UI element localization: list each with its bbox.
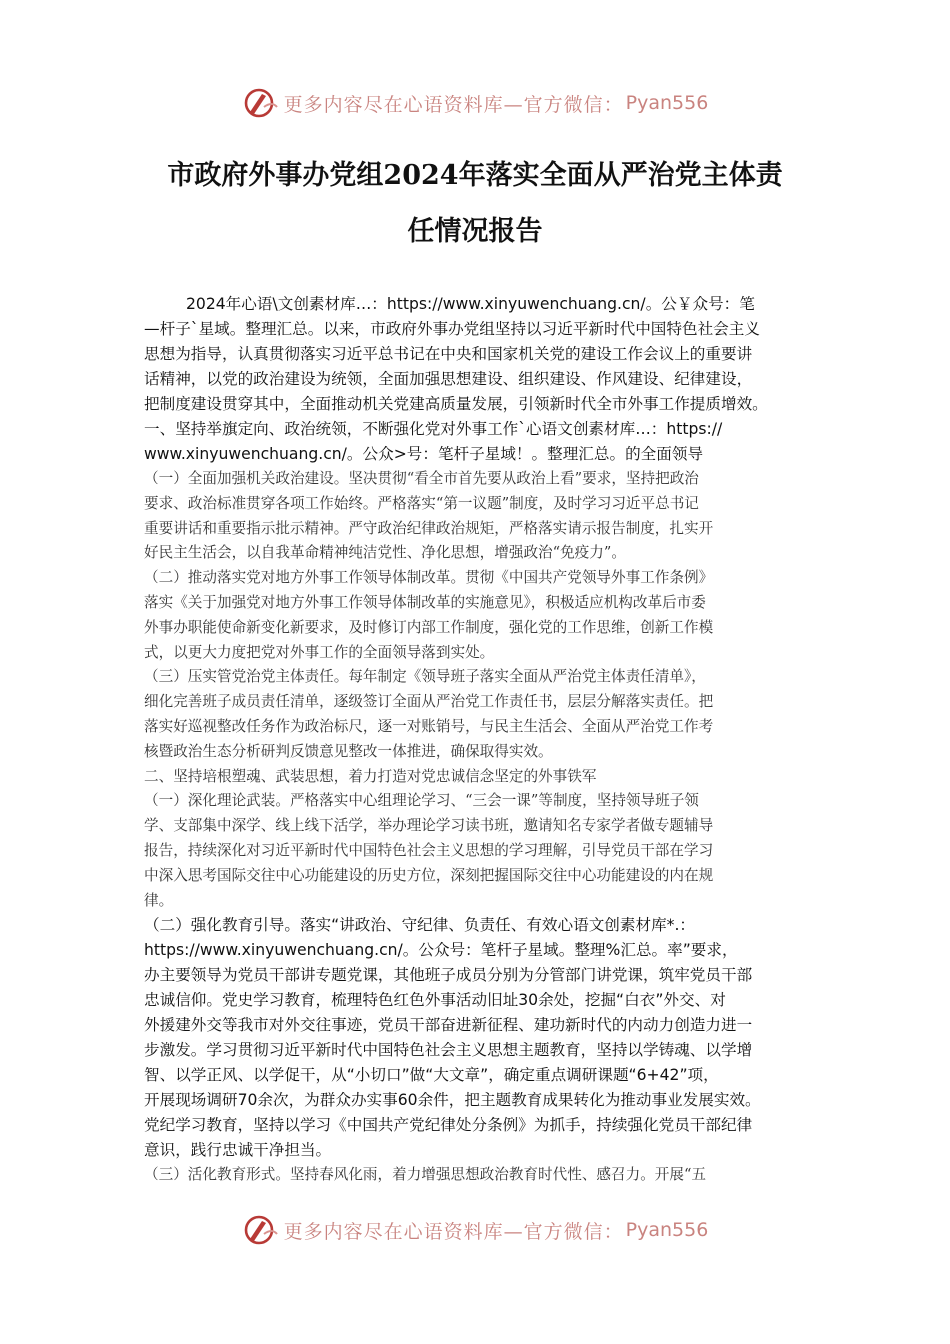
title-line-2: 任情况报告 [407, 216, 543, 247]
text-line: 一、坚持举旗定向、政治统领，不断强化党对外事工作`心语文创素材库…：https:// [144, 420, 723, 438]
text-line: （二）推动落实党对地方外事工作领导体制改革。贯彻《中国共产党领导外事工作条例》 [144, 569, 714, 587]
document-title [120, 148, 830, 260]
text-line: （二）强化教育引导。落实“讲政治、守纪律、负责任、有效心语文创素材库*.： [144, 916, 696, 935]
text-line: 落实《关于加强党对地方外事工作领导体制改革的实施意见》，积极适应机构改革后市委 [144, 593, 706, 611]
text-line: 外事办职能使命新变化新要求，及时修订内部工作制度，强化党的工作思维，创新工作模 [144, 618, 714, 636]
text-line: 报告，持续深化对习近平新时代中国特色社会主义思想的学习理解，引导党员干部在学习 [144, 841, 714, 859]
text-line: 落实好巡视整改任务作为政治标尺，逐一对账销号，与民主生活会、全面从严治党工作考 [144, 717, 714, 735]
footer-banner [0, 1210, 950, 1250]
logo-icon [242, 85, 280, 121]
text-line: https://www.xinyuwenchuang.cn/。公众号：笔杆子星域。整理%汇总。率”要求， [144, 941, 738, 960]
banner-wechat-id: Pyan556 [625, 92, 709, 114]
text-line: （一）深化理论武装。严格落实中心组理论学习、“三会一课”等制度，坚持领导班子领 [144, 792, 699, 810]
text-line: 核暨政治生态分析研判反馈意见整改一体推进，确保取得实效。 [144, 742, 553, 760]
text-line: 办主要领导为党员干部讲专题党课，其他班子成员分别为分管部门讲党课，筑牢党员干部 [144, 966, 753, 985]
banner-text: 更多内容尽在心语资料库—官方微信： [283, 93, 624, 116]
title-line-1: 市政府外事办党组2024年落实全面从严治党主体责 [167, 160, 783, 191]
text-line: （三）活化教育形式。坚持春风化雨，着力增强思想政治教育时代性、感召力。开展“五 [144, 1166, 707, 1184]
text-line: 外援建外交等我市对外交往事迹，党员干部奋进新征程、建功新时代的内动力创造力进一 [144, 1016, 753, 1035]
text-line: 学、支部集中深学、线上线下活学，举办理论学习读书班，邀请知名专家学者做专题辅导 [144, 817, 714, 835]
header-banner [0, 83, 950, 123]
text-line: 把制度建设贯穿其中，全面推动机关党建高质量发展，引领新时代全市外事工作提质增效。 [144, 395, 768, 413]
text-line: 重要讲话和重要指示批示精神。严守政治纪律政治规矩，严格落实请示报告制度，扎实开 [144, 519, 714, 537]
banner-text: 更多内容尽在心语资料库—官方微信： [283, 1220, 624, 1243]
text-line: 意识，践行忠诚干净担当。 [144, 1141, 332, 1160]
text-line: 细化完善班子成员责任清单，逐级签订全面从严治党工作责任书，层层分解落实责任。把 [144, 693, 714, 711]
text-line: 律。 [144, 891, 174, 909]
text-line: 中深入思考国际交往中心功能建设的历史方位，深刻把握国际交往中心功能建设的内在规 [144, 866, 714, 884]
text-line: （三）压实管党治党主体责任。每年制定《领导班子落实全面从严治党主体责任清单》， [144, 668, 706, 686]
text-line: 忠诚信仰。党史学习教育，梳理特色红色外事活动旧址30余处，挖掘“白衣”外交、对 [144, 991, 726, 1010]
text-line: 好民主生活会，以自我革命精神纯洁党性、净化思想，增强政治“免疫力”。 [144, 544, 626, 562]
logo-icon [242, 1212, 280, 1248]
text-line: 思想为指导，认真贯彻落实习近平总书记在中央和国家机关党的建设工作会议上的重要讲 [144, 345, 753, 363]
banner-wechat-id: Pyan556 [625, 1219, 709, 1241]
text-line: 开展现场调研70余次，为群众办实事60余件，把主题教育成果转化为推动事业发展实效。 [144, 1091, 761, 1110]
text-line: 2024年心语\文创素材库…：https://www.xinyuwenchuang.cn/。公￥众号：笔 [186, 295, 755, 313]
document-body [144, 292, 808, 1188]
text-line: 党纪学习教育，坚持以学习《中国共产党纪律处分条例》为抓手，持续强化党员干部纪律 [144, 1116, 753, 1135]
text-line: www.xinyuwenchuang.cn/。公众>号：笔杆子星域！。整理汇总。的全面领导 [144, 445, 704, 463]
text-line: 要求、政治标准贯穿各项工作始终。严格落实“第一议题”制度，及时学习习近平总书记 [144, 494, 699, 512]
text-line: 二、坚持培根塑魂、武装思想，着力打造对党忠诚信念坚定的外事铁军 [144, 767, 597, 785]
text-line: 式，以更大力度把党对外事工作的全面领导落到实处。 [144, 643, 495, 661]
text-line: 话精神，以党的政治建设为统领，全面加强思想建设、组织建设、作风建设、纪律建设， [144, 370, 753, 388]
text-line: —杆子`星域。整理汇总。以来，市政府外事办党组坚持以习近平新时代中国特色社会主义 [144, 320, 760, 338]
text-line: （一）全面加强机关政治建设。坚决贯彻“看全市首先要从政治上看”要求，坚持把政治 [144, 470, 699, 487]
text-line: 步激发。学习贯彻习近平新时代中国特色社会主义思想主题教育，坚持以学铸魂、以学增 [144, 1041, 753, 1060]
text-line: 智、以学正风、以学促干，从“小切口”做“大文章”，确定重点调研课题“6+42”项， [144, 1066, 719, 1085]
